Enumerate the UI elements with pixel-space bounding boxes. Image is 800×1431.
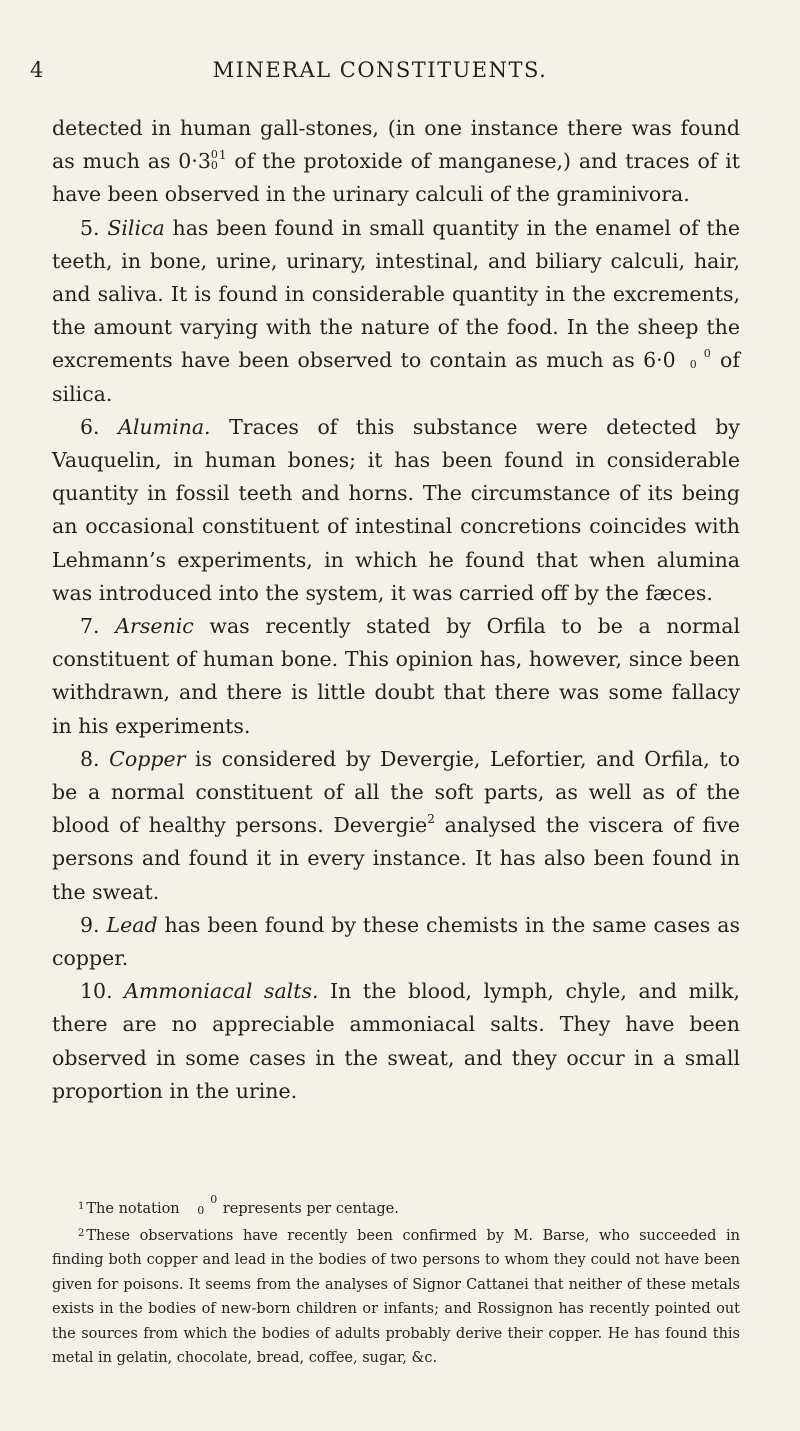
term-lead: Lead <box>106 912 158 937</box>
term-silica: Silica <box>107 215 165 240</box>
running-title: MINERAL CONSTITUENTS. <box>212 58 548 82</box>
page-header <box>30 58 730 88</box>
paragraph-silica: 5. Silica has been found in small quantity in the enamel of the teeth, in bone, urine, urinary, intestinal, and biliary calculi, hair, and saliva. It is found in considerable quantity in the excrements, the amount varying with the nature of the food. In the sheep the excrements have been observed to contain as much as 6·0 0 0 of silica. <box>52 215 741 406</box>
paragraph-copper: 8. Copper is considered by Devergie, Lefortier, and Orfila, to be a normal constituent of all the soft parts, as well as of the blood of healthy persons. Devergie$^2$ analysed the viscera of five persons and found it in every instance. It has also been found in the sweat. <box>52 746 740 904</box>
paragraph-lead: 9. Lead has been found by these chemists in the same cases as copper. <box>52 912 740 971</box>
footnote-ref-1: 1 <box>218 148 227 163</box>
footnotes <box>52 1194 740 1371</box>
page-number: 4 <box>30 58 44 82</box>
term-arsenic: Arsenic <box>115 614 194 639</box>
term-copper: Copper <box>109 746 186 771</box>
footnote-1: $^1$ The notation 0 0 represents per centage. <box>78 1193 399 1217</box>
paragraph-arsenic: 7. Arsenic was recently stated by Orfila to be a normal constituent of human bone. This opinion has, however, since been withdrawn, and there is little doubt that there was some fallacy in his experiments. <box>52 614 740 738</box>
main-text <box>52 112 740 1108</box>
footnote-2: $^2$ These observations have recently been confirmed by M. Barse, who succeeded in finding both copper and lead in the bodies of two persons to whom they could not have been given for poisons. It seems from the analyses of Signor Cattanei that neither of these metals exists in the bodies of new-born children or infants; and Rossignon has recently pointed out the sources from which the bodies of adults probably derive their copper. He has found this metal in gelatin, chocolate, bread, coffee, sugar, &c. <box>52 1227 740 1366</box>
percent-notation: 0 0 <box>210 148 218 173</box>
paragraph-continuation: detected in human gall-stones, (in one instance there was found as much as 0·30 $0^1$ of the protoxide of manganese,) and traces of it have been observed in the urinary calculi of the graminivora. <box>52 116 741 207</box>
paragraph-alumina: 6. Alumina. Traces of this substance were detected by Vauquelin, in human bones; it has been found in considerable quantity in fossil teeth and horns. The circumstance of its being an occasional constituent of intestinal concretions coincides with Lehmann’s experiments, in which he found that when alumina was introduced into the system, it was carried off by the fæces. <box>52 414 740 605</box>
paragraph-ammoniacal-salts: 10. Ammoniacal salts. In the blood, lymph, chyle, and milk, there are no appreciable ammoniacal salts. They have been observed in some cases in the sweat, and they occur in a small proportion in the urine. <box>52 979 741 1103</box>
term-alumina: Alumina. <box>118 414 211 439</box>
percent-notation: 0 0 <box>689 347 711 372</box>
footnote-ref-2: 2 <box>427 812 435 827</box>
term-ammoniacal-salts: Ammoniacal salts. <box>124 979 319 1004</box>
percent-notation: 0 0 <box>197 1193 218 1217</box>
